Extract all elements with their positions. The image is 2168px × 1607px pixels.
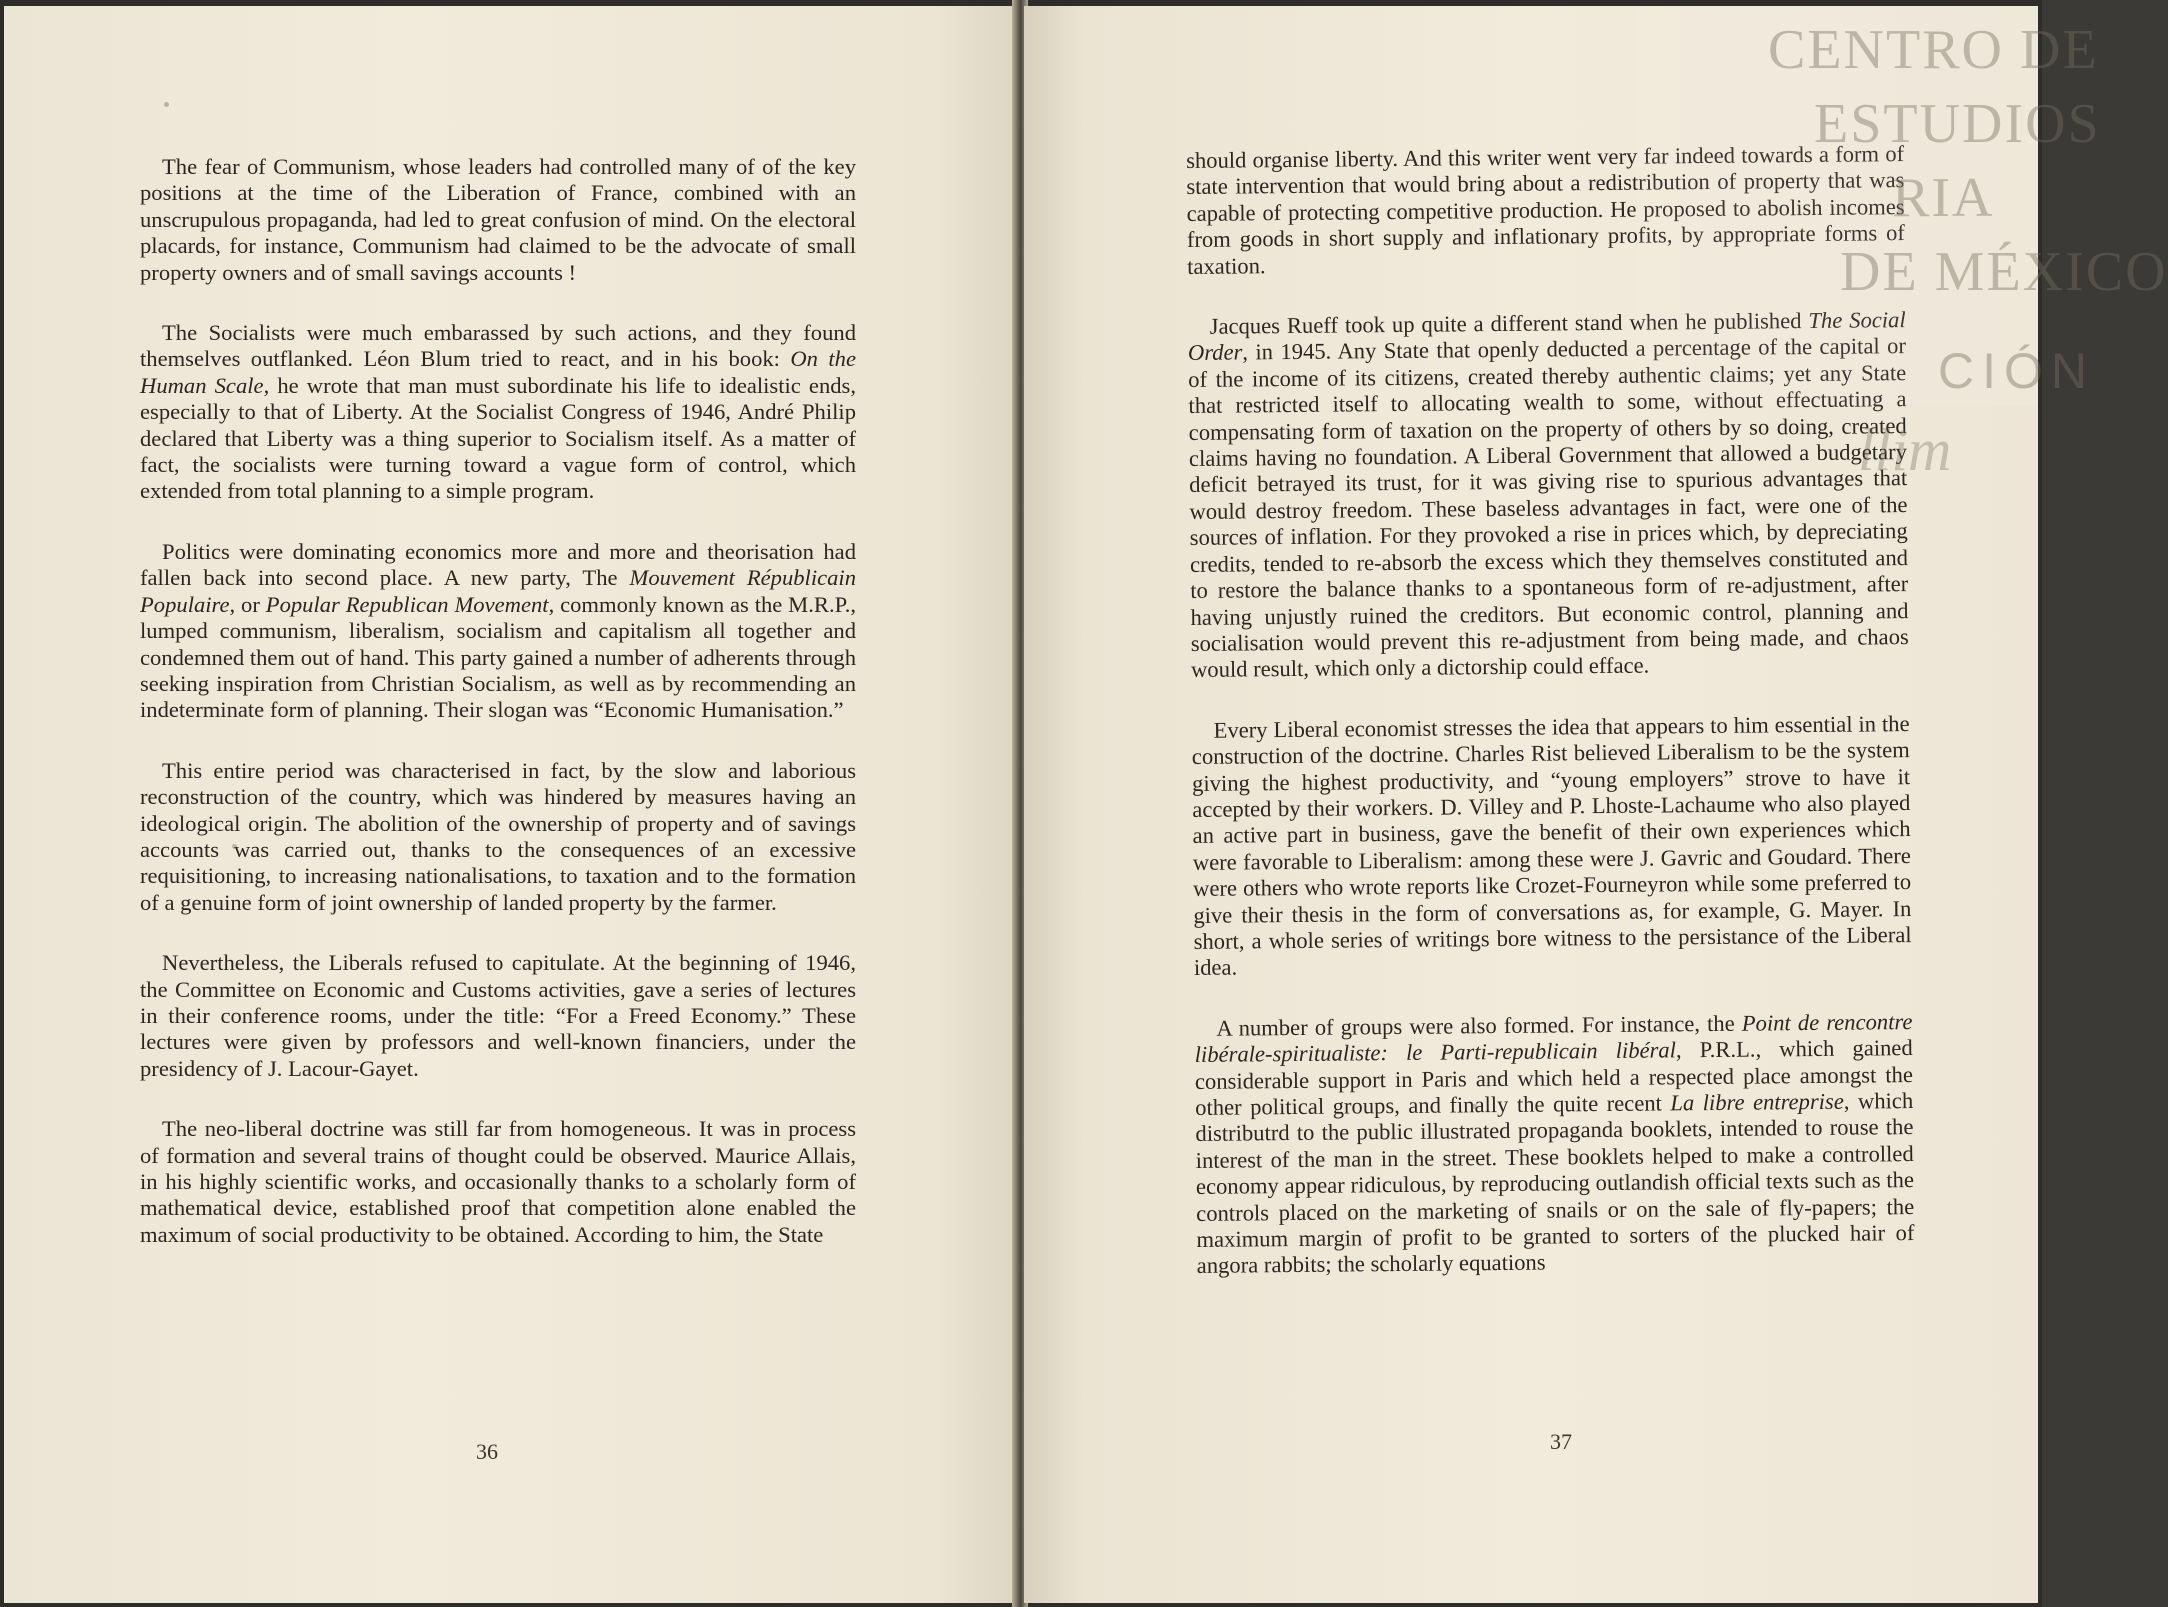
party-name: Popular Republican Movement: [265, 591, 549, 617]
group-name: Point de rencontre libérale-spiritualiste: le Parti-republicain libéral: [1194, 1008, 1913, 1068]
left-page-text: [140, 154, 856, 1248]
paragraph: [140, 539, 856, 724]
party-name: Mouvement Républicain Populaire: [140, 565, 856, 617]
page-number: 36: [476, 1439, 498, 1464]
group-name: La libre entreprise: [1670, 1088, 1844, 1116]
text-run: , which distributrd to the public illustrated propaganda booklets, intended to rouse the interest of the man in the street. These booklets helped to make a controlled economy appear ridiculous, by reproducing outlandish official texts such as the controls placed on the marketing of snails or on the sale of fly-papers; the maximum margin of profit to be granted to sorters of the plucked hair of angora rabbits; the scholarly equations: [1195, 1088, 1915, 1279]
text-run: Politics were dominating economics more and more and theorisation had fallen back into second place. A new party, The: [140, 538, 856, 591]
right-page: [1024, 6, 2168, 1603]
paper-speck: [1472, 1104, 1477, 1109]
watermark-line: ESTUDIOS: [1814, 93, 2101, 155]
text-run: The Socialists were much embarassed by such actions, and they found themselves outflanked. Léon Blum tried to react, and in his book:: [140, 320, 856, 372]
text-run: Jacques Rueff took up quite a different stand when he published: [1209, 308, 1809, 339]
text-run: , commonly known as the M.R.P., lumped communism, liberalism, socialism and capitalism all together and condemned them out of hand. This party gained a number of adherents through seeking inspiration from Christian Socialism, as well as by recommending an indeterminate form of planning. Their slogan was “Economic Humanisation.”: [140, 591, 856, 723]
book-title: The Social Order: [1187, 307, 1906, 366]
paper-speck: [164, 102, 169, 107]
text-run: , in 1945. Any State that openly deducted a percentage of the capital or of the income of its citizens, created thereby authentic claims; yet any State that restricted itself to allocating wealth to some, without effectuating a compensating form of taxation on the property of others by so doing, created claims having no foundation. A Liberal Government that allowed a budgetary deficit betrayed its trust, for it was giving rise to spurious advantages that would destroy freedom. These baseless advantages in fact, were one of the sources of inflation. For they provoked a rise in prices which, by depreciating credits, tended to re-absorb the excess which they themselves constituted and to restore the balance thanks to a spontaneous form of re-adjustment, after having unjustly ruined the creditors. But economic control, planning and socialisation would prevent this re-adjustment from being made, and chaos would result, which only a dictorship could efface.: [1188, 333, 1909, 683]
paragraph: Every Liberal economist stresses the idea that appears to him essential in the construction of the doctrine. Charles Rist believed Liberalism to be the system giving the highest productivity, and “young employers” strove to have it accepted by their workers. D. Villey and P. Lhoste-Lachaume who also played an active part in business, gave the benefit of their own experiences which were favorable to Liberalism: among these were J. Gavric and Goudard. There were others who wrote reports like Crozet-Fourneyron while some preferred to give their thesis in the form of conversations as, for example, G. Mayer. In short, a whole series of writings bore witness to the persistance of the Liberal idea.: [1191, 710, 1912, 981]
paragraph: should organise liberty. And this writer went very far indeed towards a form of state intervention that would bring about a redistribution of property that was capable of protecting competitive production. He proposed to abolish incomes from goods in short supply and inflationary profits, by appropriate forms of taxation.: [1186, 141, 1905, 279]
paragraph: [1188, 307, 1910, 684]
watermark-line: RIA: [1892, 167, 1995, 229]
paragraph: [140, 320, 856, 505]
text-run: , he wrote that man must subordinate his life to idealistic ends, especially to that of Liberty. At the Socialist Congress of 1946, André Philip declared that Liberty was a thing superior to Socialism itself. As a matter of fact, the socialists were turning toward a vague form of control, which extended from total planning to a simple program.: [140, 372, 856, 504]
book-title: On the Human Scale: [140, 346, 856, 398]
paragraph: The fear of Communism, whose leaders had controlled many of of the key positions at the time of the Liberation of France, combined with an unscrupulous propaganda, had led to great confusion of mind. On the electoral placards, for instance, Communism had claimed to be the advocate of small property owners and of small savings accounts !: [140, 154, 856, 285]
watermark-line: DE MÉXICO: [1840, 241, 2168, 303]
paragraph: This entire period was characterised in fact, by the slow and laborious reconstruction of the country, which was hindered by measures having an ideological origin. The abolition of the ownership of property and of savings accounts was carried out, thanks to the consequences of an excessive requisitioning, to increasing nationalisations, to taxation and to the formation of a genuine form of joint ownership of landed property by the farmer.: [140, 757, 856, 915]
paragraph: [1194, 1009, 1915, 1280]
text-run: , P.R.L., which gained considerable support in Paris and which held a respected place amongst the other political groups, and finally the quite recent: [1194, 1035, 1914, 1120]
left-page: [4, 6, 1016, 1603]
page-number: 37: [1550, 1429, 1572, 1454]
paragraph: The neo-liberal doctrine was still far from homogeneous. It was in process of formation and several trains of thought could be observed. Maurice Allais, in his highly scientific works, and occasionally thanks to a scholarly form of mathematical device, established proof that competition alone enabled the maximum of social productivity to be obtained. According to him, the State: [140, 1116, 856, 1247]
watermark-line: CIÓN: [1938, 343, 2095, 399]
text-run: , or: [229, 591, 266, 617]
paragraph: Nevertheless, the Liberals refused to capitulate. At the beginning of 1946, the Committee on Economic and Customs activities, gave a series of lectures in their conference rooms, under the title: “For a Freed Economy.” These lectures were given by professors and well-known financiers, under the presidency of J. Lacour-Gayet.: [140, 950, 856, 1081]
watermark-line: CENTRO DE: [1768, 19, 2099, 81]
text-run: A number of groups were also formed. For instance, the: [1216, 1010, 1742, 1041]
right-page-text: [1186, 141, 1915, 1280]
watermark-signature: llim: [1858, 417, 1952, 483]
paper-speck: [232, 844, 237, 849]
